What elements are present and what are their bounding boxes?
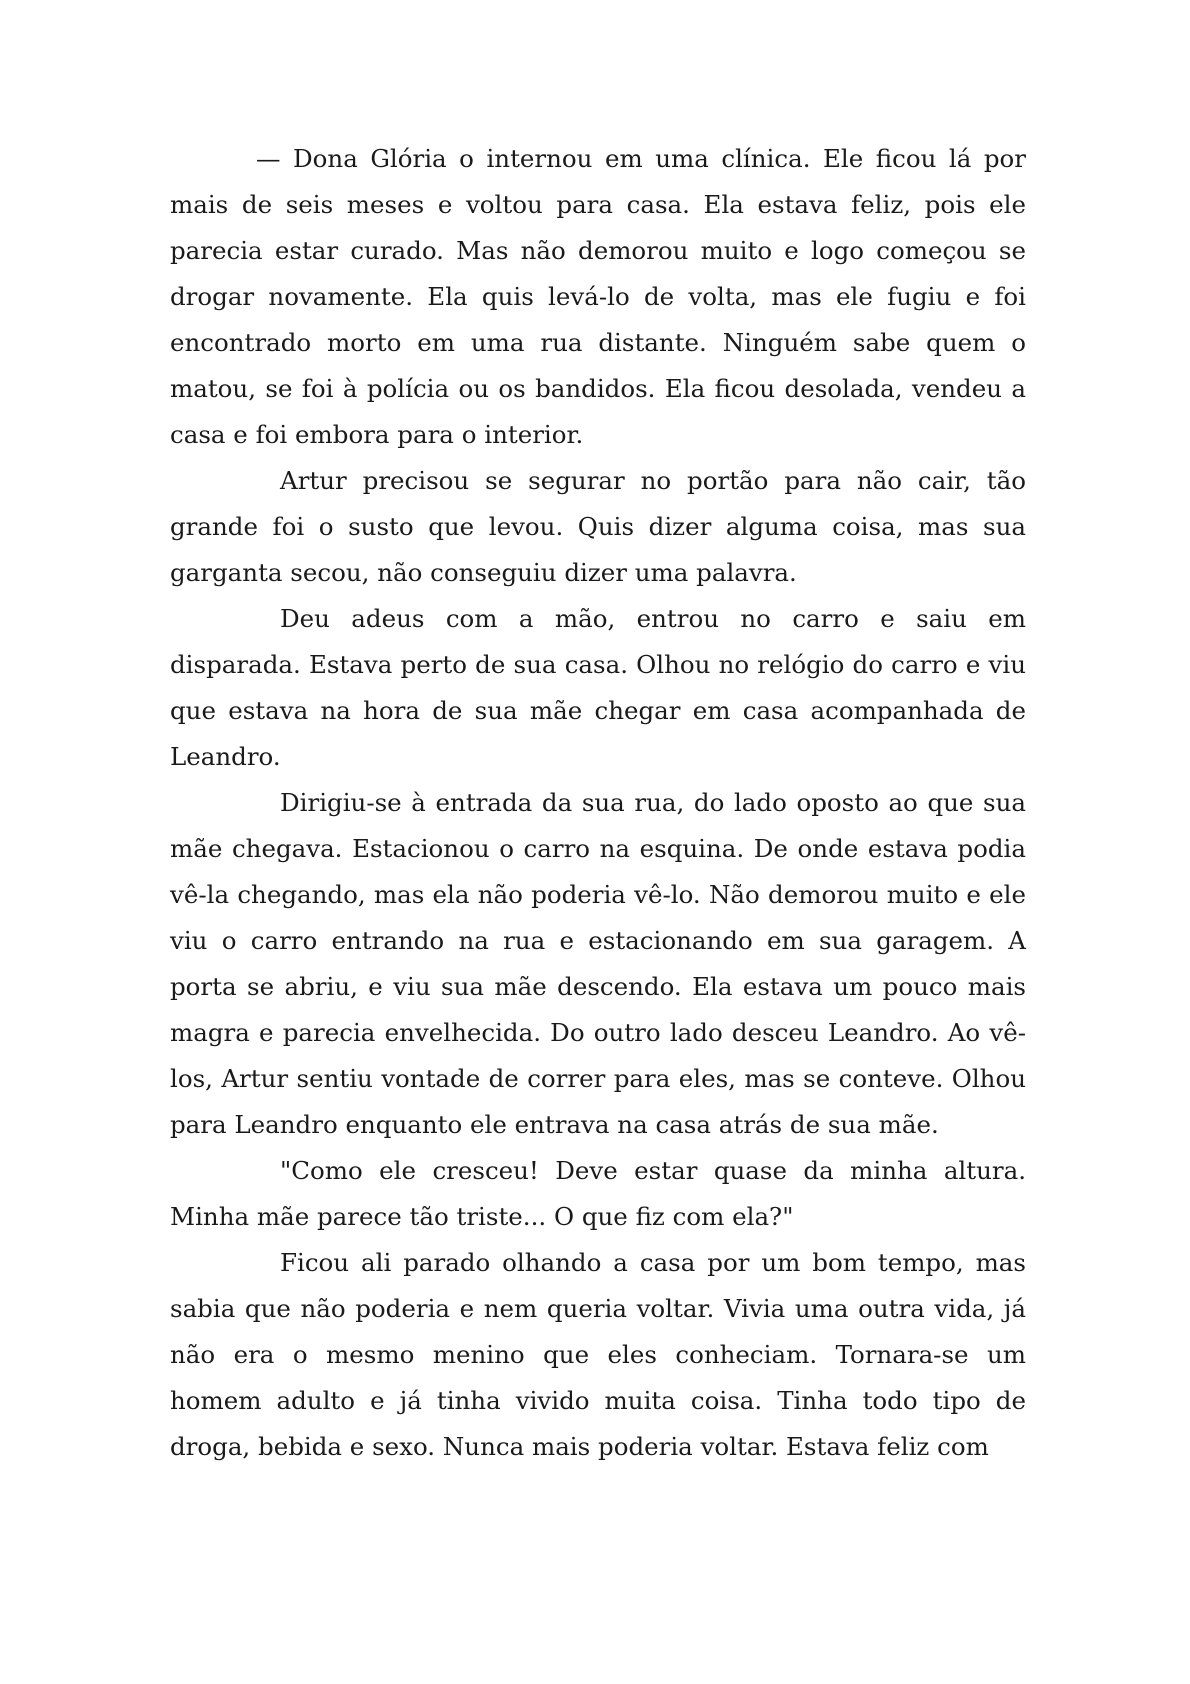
paragraph-5: "Como ele cresceu! Deve estar quase da minha altura. Minha mãe parece tão triste... O que fiz com ela?" <box>170 1156 1026 1231</box>
paragraph-6: Ficou ali parado olhando a casa por um bom tempo, mas sabia que não poderia e nem queria voltar. Vivia uma outra vida, já não era o mesmo menino que eles conheciam. Tornara-se um homem adulto e já tinha vivido muita coisa. Tinha todo tipo de droga, bebida e sexo. Nunca mais poderia voltar. Estava feliz com <box>170 1248 1026 1461</box>
paragraph-4: Dirigiu-se à entrada da sua rua, do lado oposto ao que sua mãe chegava. Estacionou o carro na esquina. De onde estava podia vê-la chegando, mas ela não poderia vê-lo. Não demorou muito e ele viu o carro entrando na rua e estacionando em sua garagem. A porta se abriu, e viu sua mãe descendo. Ela estava um pouco mais magra e parecia envelhecida. Do outro lado desceu Leandro. Ao vê-los, Artur sentiu vontade de correr para eles, mas se conteve. Olhou para Leandro enquanto ele entrava na casa atrás de sua mãe. <box>170 788 1026 1139</box>
paragraph-2: Artur precisou se segurar no portão para não cair, tão grande foi o susto que levou. Quis dizer alguma coisa, mas sua garganta secou, não conseguiu dizer uma palavra. <box>170 466 1026 587</box>
document-page <box>170 136 1026 1470</box>
paragraph-1: — Dona Glória o internou em uma clínica. Ele ficou lá por mais de seis meses e voltou para casa. Ela estava feliz, pois ele parecia estar curado. Mas não demorou muito e logo começou se drogar novamente. Ela quis levá-lo de volta, mas ele fugiu e foi encontrado morto em uma rua distante. Ninguém sabe quem o matou, se foi à polícia ou os bandidos. Ela ficou desolada, vendeu a casa e foi embora para o interior. <box>170 144 1026 449</box>
paragraph-3: Deu adeus com a mão, entrou no carro e saiu em disparada. Estava perto de sua casa. Olhou no relógio do carro e viu que estava na hora de sua mãe chegar em casa acompanhada de Leandro. <box>170 604 1026 771</box>
